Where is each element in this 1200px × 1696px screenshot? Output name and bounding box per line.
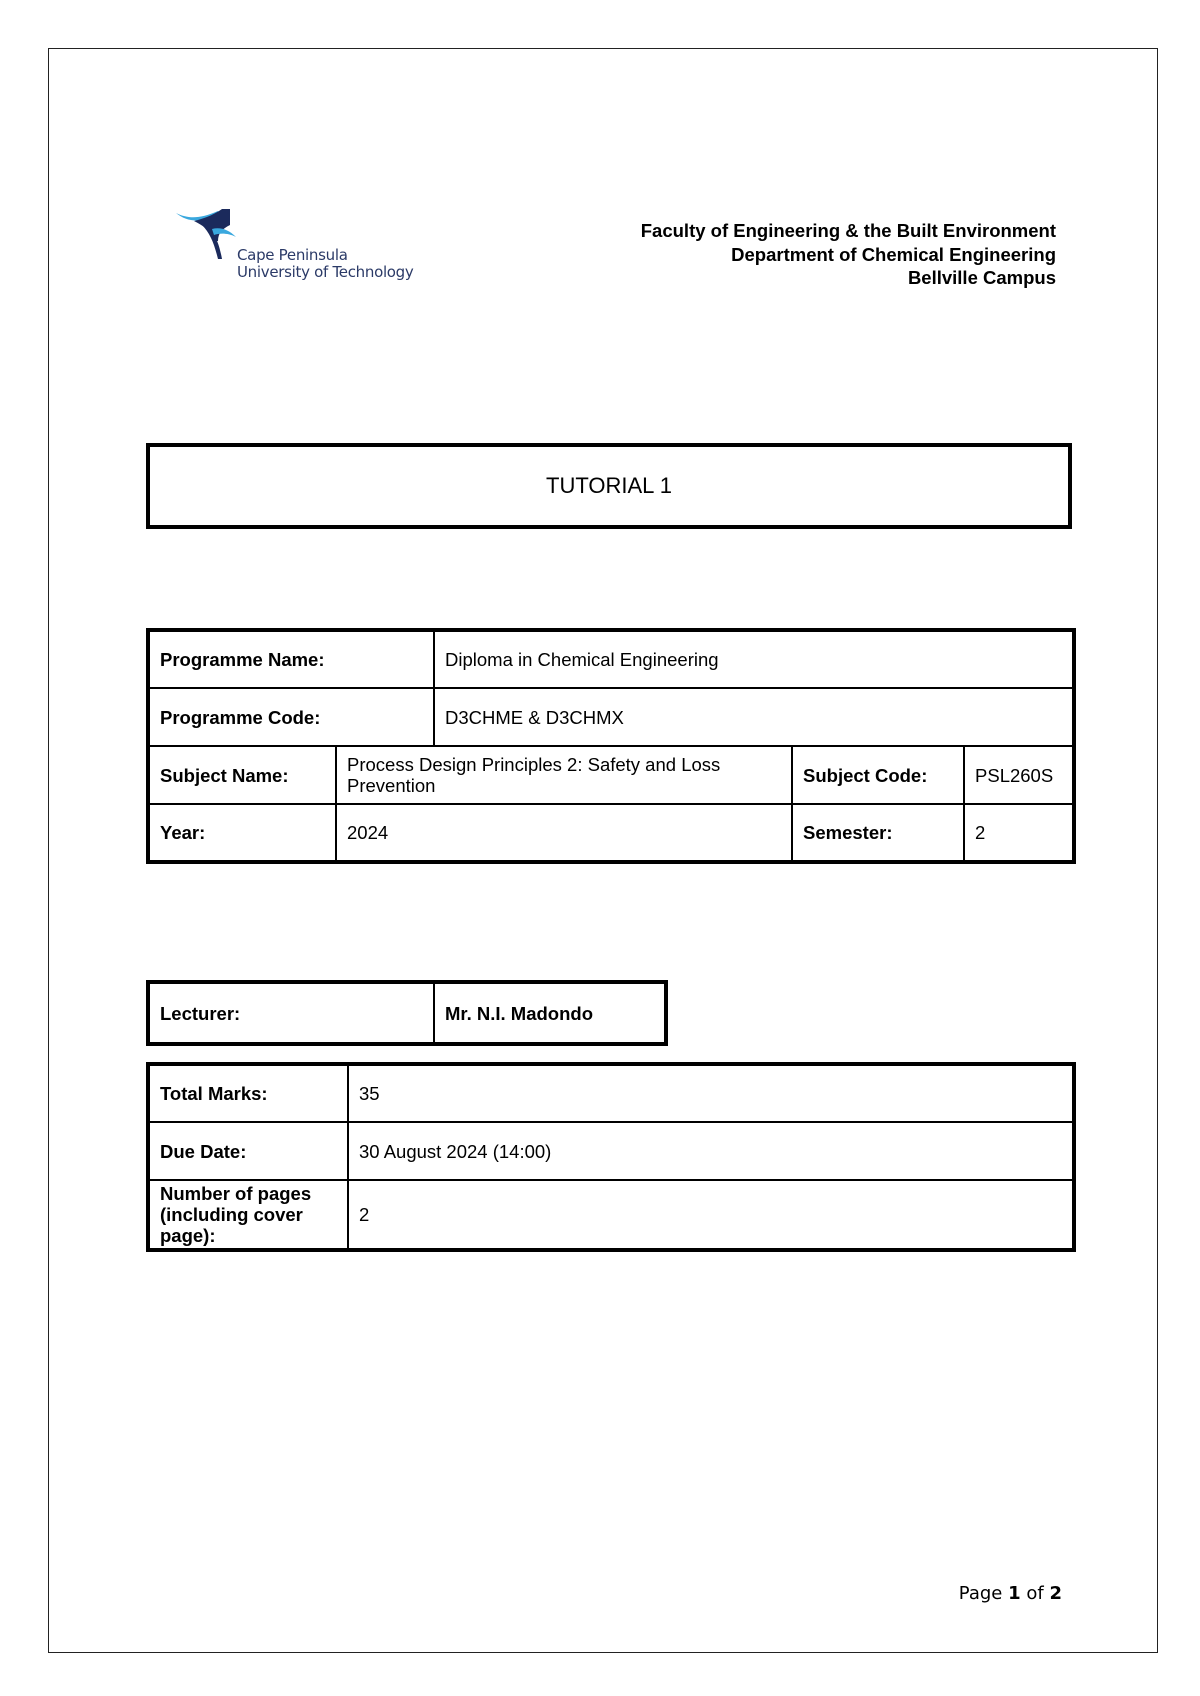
year-label: Year:	[148, 804, 336, 862]
page-count-label: Number of pages (including cover page):	[148, 1180, 348, 1250]
subject-name-value: Process Design Principles 2: Safety and Loss Prevention	[336, 746, 792, 804]
page-current: 1	[1008, 1583, 1021, 1604]
semester-label: Semester:	[792, 804, 964, 862]
lecturer-label: Lecturer:	[148, 982, 434, 1044]
table-row	[148, 630, 1074, 688]
table-row	[148, 982, 666, 1044]
page-number	[959, 1583, 1062, 1604]
document-title-box	[146, 443, 1072, 529]
faculty-name: Faculty of Engineering & the Built Environment	[640, 220, 1056, 241]
subject-code-value: PSL260S	[964, 746, 1074, 804]
lecturer-table	[146, 980, 668, 1046]
department-name: Department of Chemical Engineering	[731, 243, 1056, 265]
cput-wave-icon	[172, 207, 242, 263]
total-marks-label: Total Marks:	[148, 1064, 348, 1122]
lecturer-value: Mr. N.I. Madondo	[434, 982, 666, 1044]
programme-name-value: Diploma in Chemical Engineering	[434, 630, 1074, 688]
logo-text	[237, 247, 413, 281]
programme-name-label: Programme Name:	[148, 630, 434, 688]
table-row	[148, 1180, 1074, 1250]
subject-name-label: Subject Name:	[148, 746, 336, 804]
campus-name: Bellville Campus	[907, 267, 1056, 288]
logo-line-1: Cape Peninsula	[237, 246, 348, 264]
table-row	[148, 746, 1074, 804]
table-row	[148, 1064, 1074, 1122]
table-row	[148, 804, 1074, 862]
programme-info-table	[146, 628, 1076, 864]
table-row	[148, 1122, 1074, 1180]
page-prefix: Page	[958, 1583, 1003, 1604]
semester-value: 2	[964, 804, 1074, 862]
subject-code-label: Subject Code:	[792, 746, 964, 804]
page-total: 2	[1049, 1583, 1062, 1604]
page-of: of	[1026, 1583, 1044, 1604]
due-date-value: 30 August 2024 (14:00)	[348, 1122, 1074, 1180]
university-logo	[172, 207, 432, 287]
year-value: 2024	[336, 804, 792, 862]
header-institution-info	[641, 219, 1056, 290]
total-marks-value: 35	[348, 1064, 1074, 1122]
page-count-value: 2	[348, 1180, 1074, 1250]
document-title: TUTORIAL 1	[546, 473, 672, 498]
assessment-info-table	[146, 1062, 1076, 1252]
logo-line-2: University of Technology	[237, 263, 414, 281]
due-date-label: Due Date:	[148, 1122, 348, 1180]
table-row	[148, 688, 1074, 746]
programme-code-label: Programme Code:	[148, 688, 434, 746]
programme-code-value: D3CHME & D3CHMX	[434, 688, 1074, 746]
